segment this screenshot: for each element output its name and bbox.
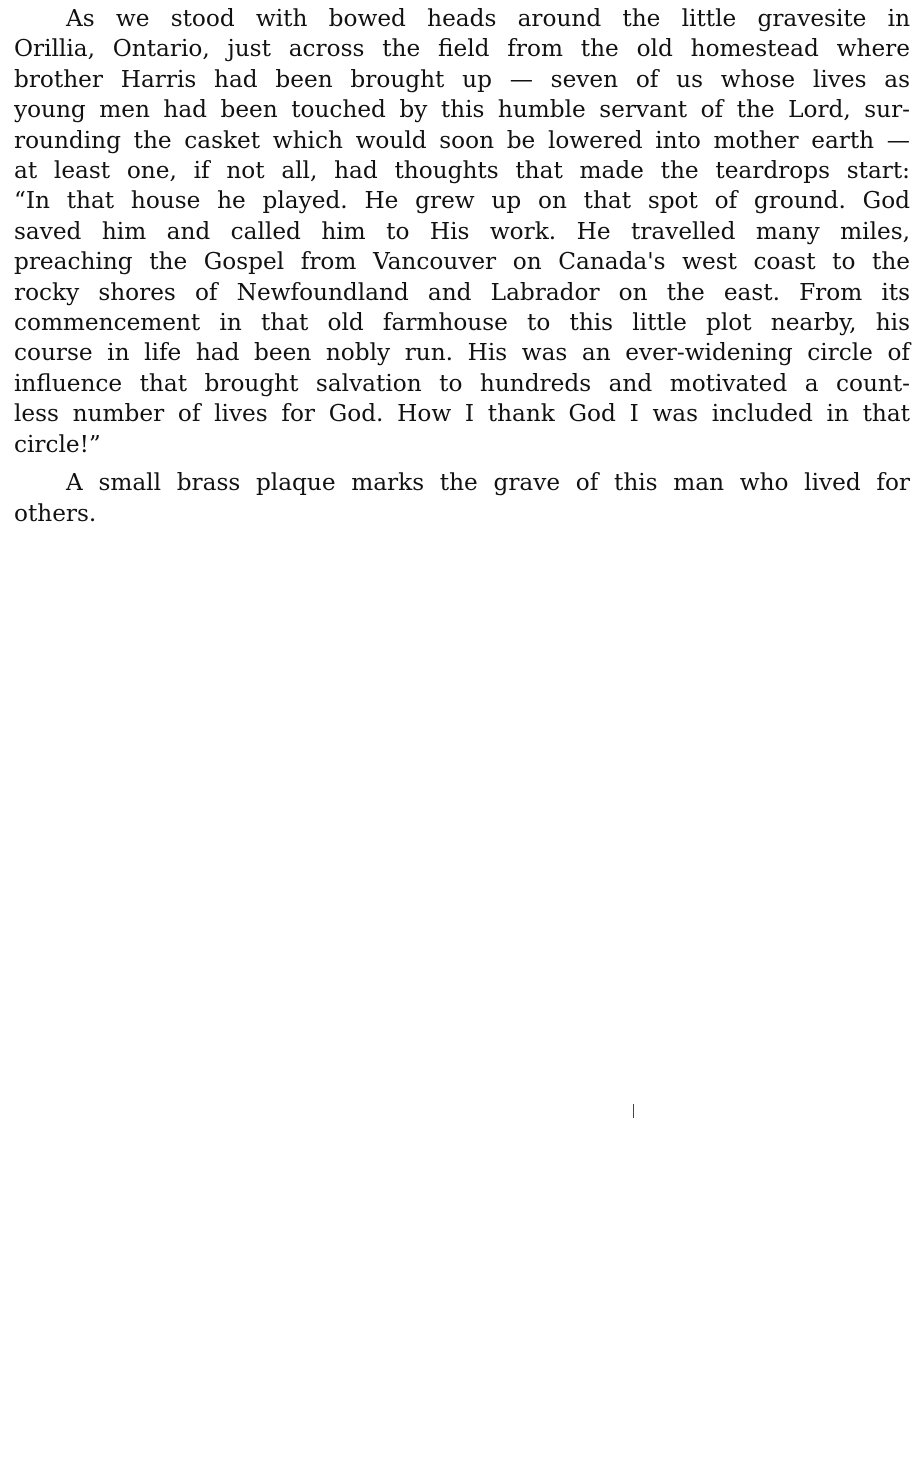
text-line: preaching the Gospel from Vancouver on Canada's west coast to the [14,248,910,276]
text-line: Orillia, Ontario, just across the field from the old homestead where [14,35,910,63]
text-line: rounding the casket which would soon be lowered into mother earth — [14,126,910,154]
text-line: circle!” [14,430,101,458]
text-line: “In that house he played. He grew up on that spot of ground. God [14,187,910,215]
text-line: saved him and called him to His work. He travelled many miles, [14,217,910,245]
text-line: influence that brought salvation to hundreds and motivated a count- [14,369,910,397]
text-line: at least one, if not all, had thoughts that made the teardrops start: [14,157,910,185]
text-line: brother Harris had been brought up — seven of us whose lives as [14,65,910,93]
text-line: commencement in that old farmhouse to this little plot nearby, his [14,309,910,337]
text-line: As we stood with bowed heads around the little gravesite in [66,5,910,32]
text-line: rocky shores of Newfoundland and Labrador on the east. From its [14,278,910,306]
text-line: course in life had been nobly run. His was an ever-widening circle of [14,339,910,367]
text-line: less number of lives for God. How I thank God I was included in that [14,400,910,428]
document-page [14,4,910,529]
scan-mark [633,1104,634,1118]
paragraph-graveside [14,4,910,460]
text-line: young men had been touched by this humble servant of the Lord, sur- [14,96,910,124]
text-line: A small brass plaque marks the grave of this man who lived for [66,469,910,497]
paragraph-plaque [14,468,910,529]
text-line: others. [14,499,97,527]
